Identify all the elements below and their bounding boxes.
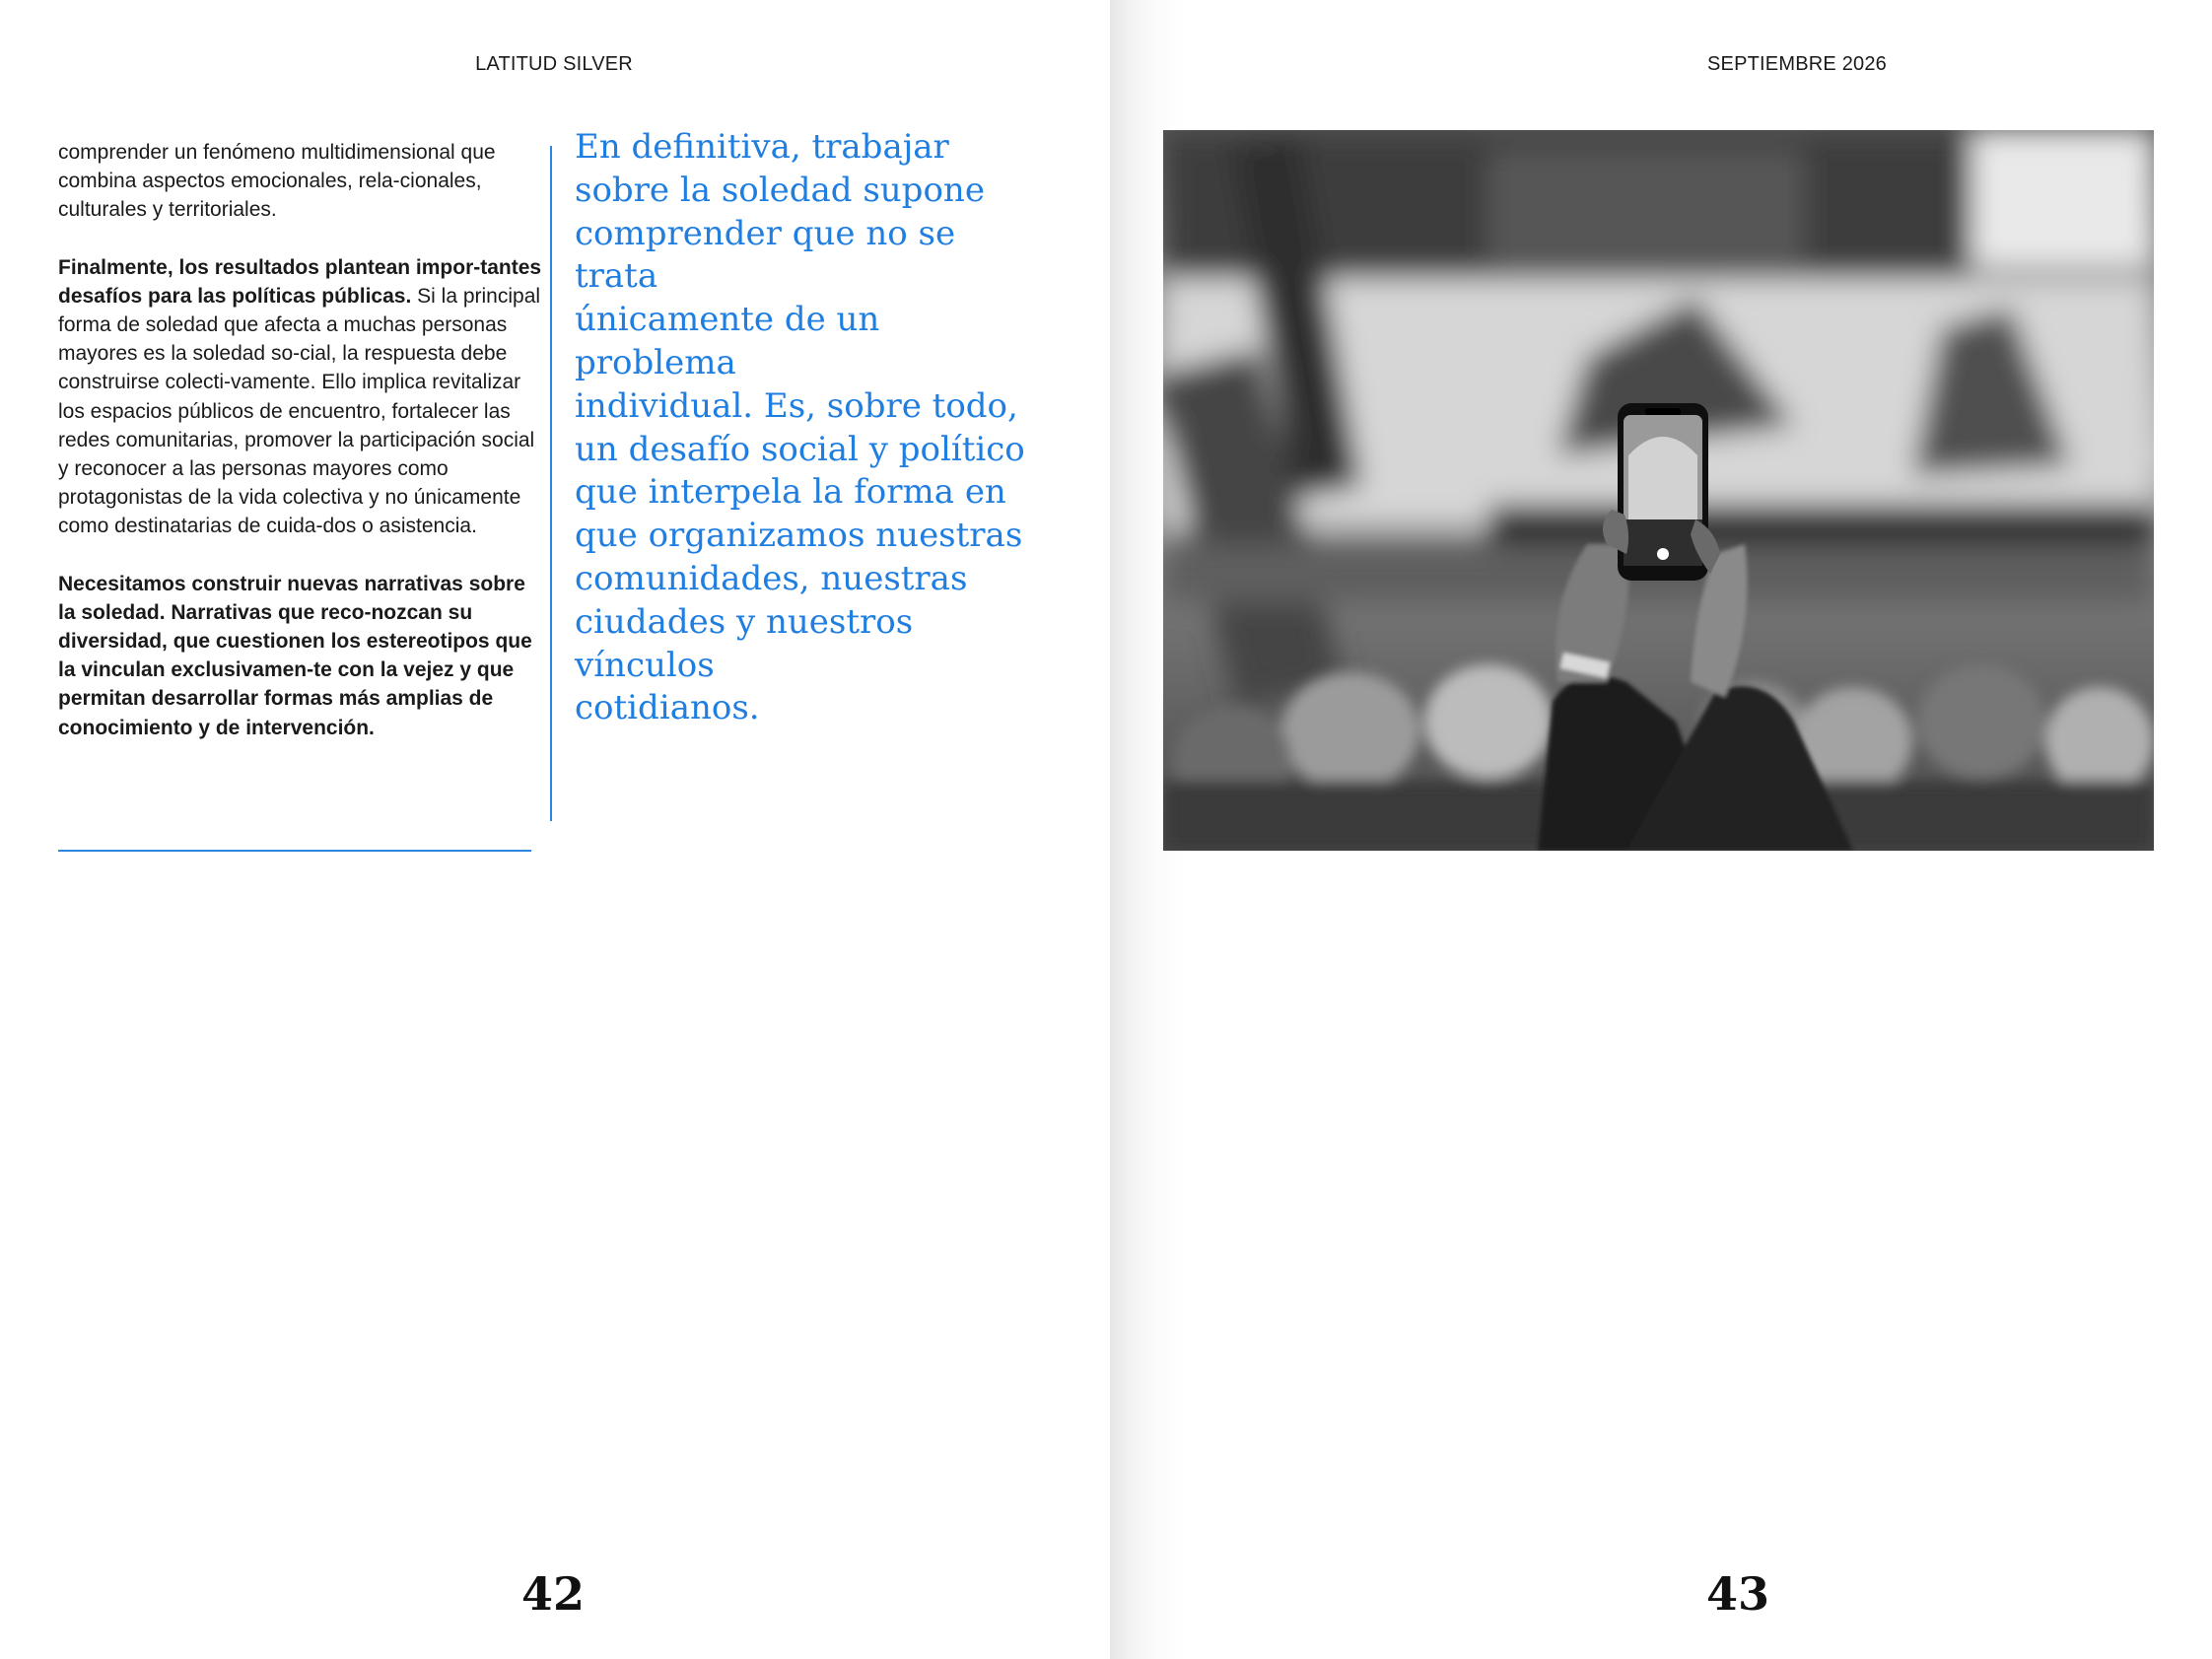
page-number-right: 43	[1705, 1567, 1769, 1621]
page-number-left: 42	[520, 1567, 585, 1621]
right-page	[1110, 0, 2212, 1659]
paragraph-3-text: Necesitamos construir nuevas narrativas sobre la soledad. Narrativas que reco-nozcan su diversidad, que cuestionen los estereotipos que la vinculan exclusivamen-te con la vejez y que permitan desarrollar formas más amplias de conocimiento y de intervención.	[58, 572, 532, 739]
paragraph-1-text: comprender un fenómeno multidimensional que combina aspectos emocionales, rela-cionales, culturales y territoriales.	[58, 141, 496, 222]
paragraph-2-lead: Finalmente, los resultados plantean impor-tantes desafíos para las políticas públicas.	[58, 255, 542, 308]
photo-hands-holding-smartphone	[1163, 130, 2154, 851]
paragraph-3	[58, 570, 542, 742]
pull-quote: En definitiva, trabajar sobre la soledad supone comprender que no se trata únicamente de un problema individual. Es, sobre todo, un desafío social y político que interpela la forma en que organizamos nuestras comunidades, nuestras ciudades y nuestros vínculos cotidianos.	[575, 127, 1025, 728]
photo-illustration	[1163, 130, 2154, 851]
paragraph-2-text: Si la principal forma de soledad que afecta a muchas personas mayores es la soledad so-cial, la respuesta debe construirse colecti-vamente. Ello implica revitalizar los espacios públicos de encuentro, fortalecer las redes comunitarias, promover la participación social y reconocer a las personas mayores como protagonistas de la vida colectiva y no únicamente como destinatarias de cuida-dos o asistencia.	[58, 284, 541, 538]
running-head-left: LATITUD SILVER	[475, 53, 633, 75]
running-head-right: SEPTIEMBRE 2026	[1707, 53, 1887, 75]
column-end-rule	[58, 850, 531, 852]
paragraph-1	[58, 138, 542, 225]
paragraph-2	[58, 253, 542, 541]
column-divider-rule	[550, 146, 552, 821]
body-column	[58, 138, 542, 742]
